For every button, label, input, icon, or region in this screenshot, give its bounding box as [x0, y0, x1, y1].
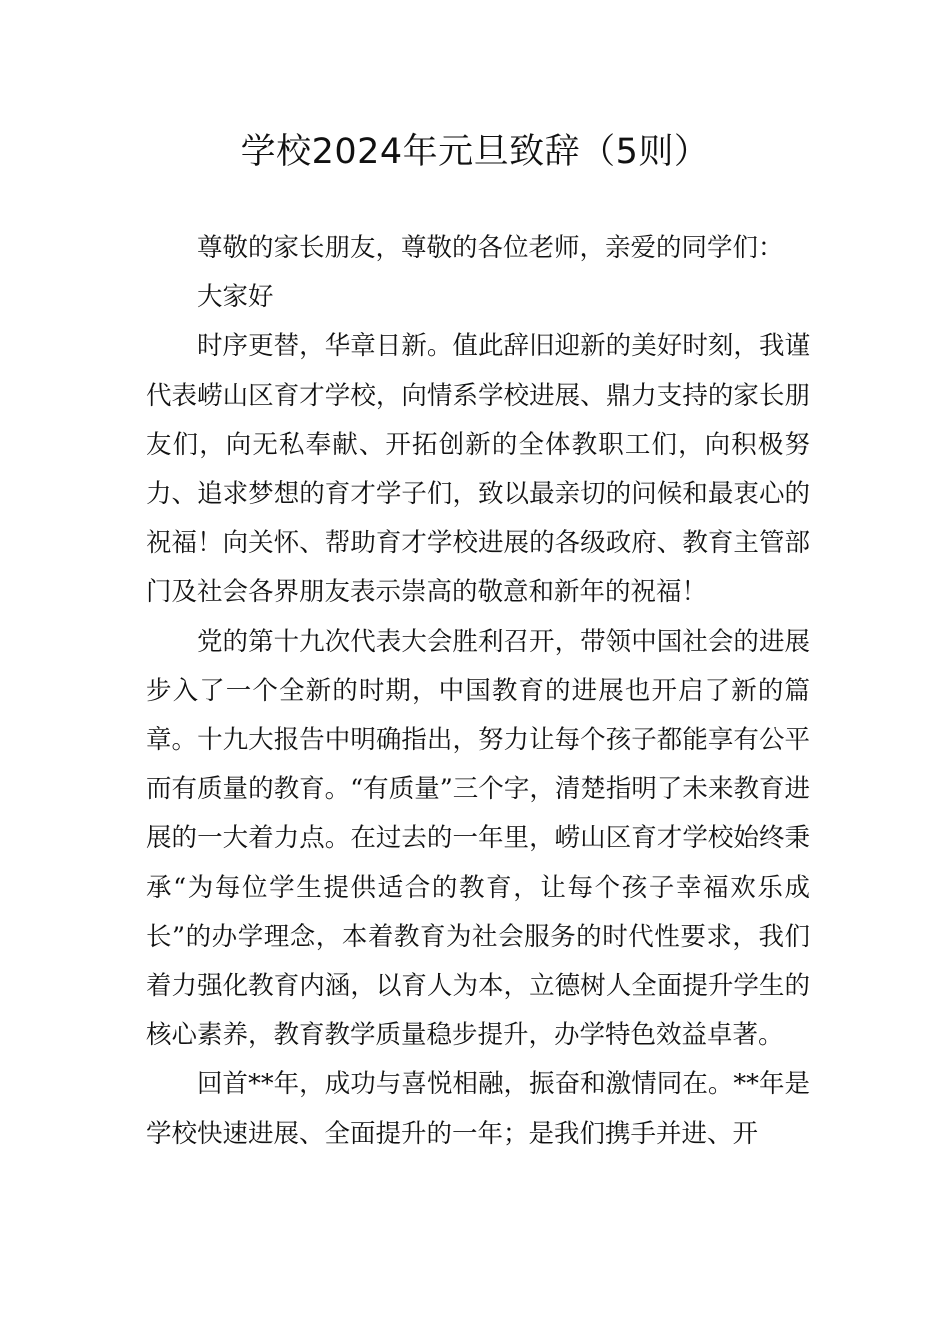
paragraph: 回首**年，成功与喜悦相融，振奋和激情同在。**年是学校快速进展、全面提升的一年；是我们携手并进、开: [146, 1069, 810, 1149]
paragraph-salutation: 尊敬的家长朋友，尊敬的各位老师，亲爱的同学们：: [197, 233, 784, 263]
paragraph: 时序更替，华章日新。值此辞旧迎新的美好时刻，我谨代表崂山区育才学校，向情系学校进展、鼎力支持的家长朋友们，向无私奉献、开拓创新的全体教职工们，向积极努力、追求梦想的育才学子们，致以最亲切的问候和最衷心的祝福！向关怀、帮助育才学校进展的各级政府、教育主管部门及社会各界朋友表示崇高的敬意和新年的祝福！: [146, 331, 810, 608]
paragraph-greeting: 大家好: [197, 282, 274, 313]
document-title: 学校2024年元旦致辞（5则）: [240, 132, 710, 172]
document-body: [146, 224, 810, 1159]
paragraph: 党的第十九次代表大会胜利召开，带领中国社会的进展步入了一个全新的时期，中国教育的进展也开启了新的篇章。十九大报告中明确指出，努力让每个孩子都能享有公平而有质量的教育。“有质量”三个字，清楚指明了未来教育进展的一大着力点。在过去的一年里，崂山区育才学校始终秉承“为每位学生提供适合的教育，让每个孩子幸福欢乐成长”的办学理念，本着教育为社会服务的时代性要求，我们着力强化教育内涵，以育人为本，立德树人全面提升学生的核心素养，教育教学质量稳步提升，办学特色效益卓著。: [146, 626, 810, 1051]
